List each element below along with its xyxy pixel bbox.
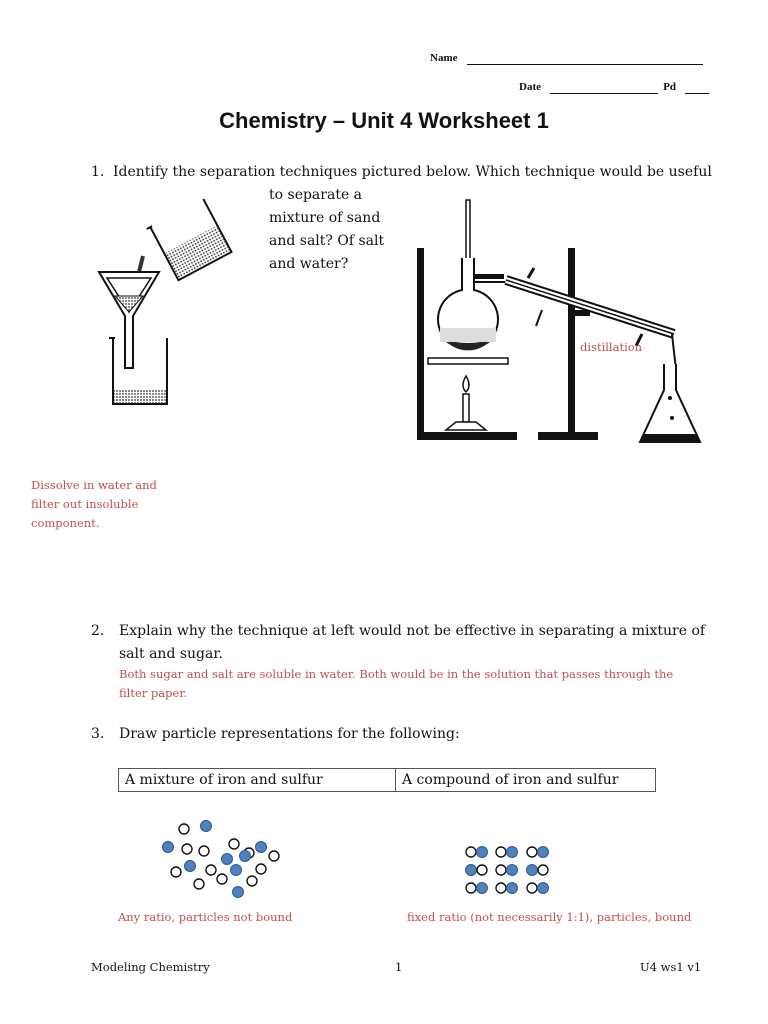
answer-line: component. [31,516,100,530]
iron-particle [231,865,242,876]
iron-particle [233,887,244,898]
answer-line: Dissolve in water and [31,478,157,492]
particle-table [118,768,656,792]
period-label: Pd [663,81,677,93]
sulfur-particle [199,846,209,856]
sulfur-particle [269,851,279,861]
compound-row [466,865,549,876]
date-line [550,81,658,94]
filtration-apparatus-illustration [95,198,245,408]
date-field [519,75,709,94]
name-label: Name [430,52,458,64]
left-stand-rod [417,248,424,438]
answer-distillation: distillation [580,340,643,354]
q1-text-line: and water? [269,256,349,272]
distillation-apparatus-illustration [410,198,710,448]
sulfur-particle [182,844,192,854]
period-line [685,81,709,94]
answer-line: filter out insoluble [31,497,139,511]
q3-text: Draw particle representations for the following: [119,726,460,742]
sulfur-particle [229,839,239,849]
table-header-compound: A compound of iron and sulfur [396,769,656,792]
sulfur-particle [194,879,204,889]
answer-compound: fixed ratio (not necessarily 1:1), particles, bound [407,910,692,924]
table-header-mixture: A mixture of iron and sulfur [119,769,396,792]
q1-text-line: and salt? Of salt [269,233,385,249]
name-field [430,46,703,65]
funnel [99,272,159,368]
iron-particle [163,842,174,853]
right-stand-base [538,432,598,440]
compound-particle-drawing [460,840,560,900]
condenser [506,268,674,346]
erlenmeyer-flask [640,364,700,442]
answer-filtration [31,476,157,533]
footer-left: Modeling Chemistry [91,960,210,974]
q2-text-line1: Explain why the technique at left would not be effective in separating a mixture of [119,623,706,639]
page-number: 1 [395,960,403,974]
page-title: Chemistry – Unit 4 Worksheet 1 [219,108,549,133]
bunsen-burner [446,376,486,430]
compound-row [466,883,549,894]
compound-row [466,847,549,858]
left-stand-base [417,432,517,440]
answer-mixture: Any ratio, particles not bound [118,910,293,924]
q1-text-line1: Identify the separation techniques pictured below. Which technique would be useful [113,164,712,180]
sulfur-particle [206,865,216,875]
footer-right: U4 ws1 v1 [640,960,702,974]
iron-particle [185,861,196,872]
iron-particle [240,851,251,862]
iron-particle [256,842,267,853]
pouring-beaker [147,199,232,282]
sulfur-particle [179,824,189,834]
q1-text-line: to separate a [269,187,363,203]
mixture-particle-drawing [155,815,290,905]
q1-number: 1. [91,164,105,180]
q3-number: 3. [91,726,105,742]
q2-answer-line2: filter paper. [119,686,188,700]
q2-number: 2. [91,623,105,639]
name-line [467,52,703,65]
sulfur-particle [247,876,257,886]
right-stand-rod [568,248,575,438]
iron-particle [201,821,212,832]
q2-answer-line1: Both sugar and salt are soluble in water. Both would be in the solution that passes through the [119,667,674,681]
q1-text-block [269,184,384,276]
sulfur-particle [171,867,181,877]
date-label: Date [519,81,541,93]
sulfur-particle [256,864,266,874]
sulfur-particle [217,874,227,884]
q2-text-line2: salt and sugar. [119,646,223,662]
iron-particle [222,854,233,865]
q1-text-line: mixture of sand [269,210,381,226]
